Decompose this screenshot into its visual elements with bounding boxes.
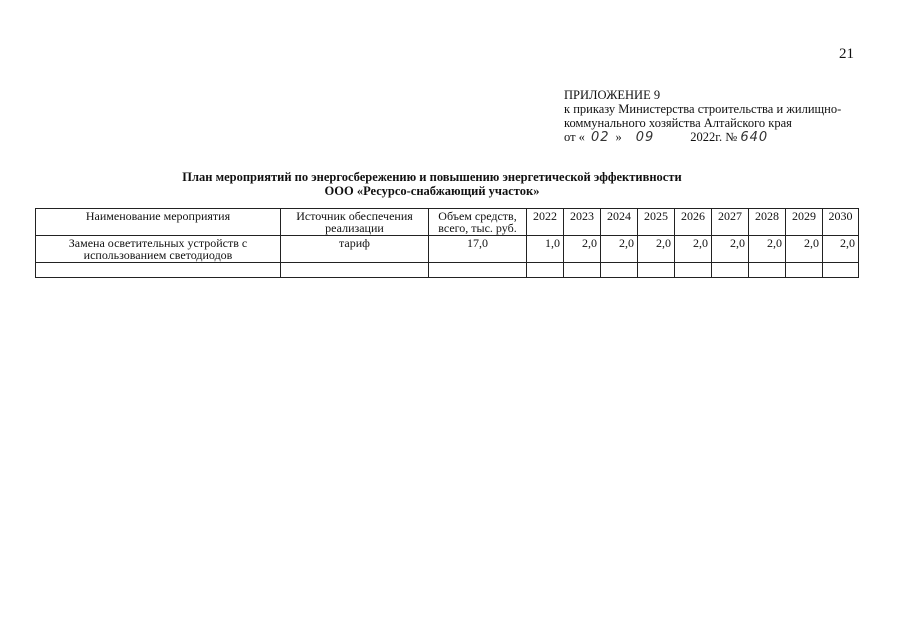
handwritten-month: 09 <box>635 130 655 145</box>
header-year: 2029 <box>786 209 823 236</box>
plan-title <box>0 170 864 198</box>
header-year: 2024 <box>601 209 638 236</box>
table-header-row <box>36 209 859 236</box>
plan-table <box>35 208 859 278</box>
cell-year-value: 2,0 <box>749 236 786 263</box>
date-year: 2022г. № <box>690 130 738 144</box>
header-year: 2027 <box>712 209 749 236</box>
cell-year-value: 2,0 <box>786 236 823 263</box>
cell-year-value: 2,0 <box>638 236 675 263</box>
header-year: 2025 <box>638 209 675 236</box>
cell-source: тариф <box>281 236 429 263</box>
cell-name: Замена осветительных устройств с использованием светодиодов <box>36 236 281 263</box>
cell-year-value: 1,0 <box>527 236 564 263</box>
cell-year-value: 2,0 <box>601 236 638 263</box>
header-name: Наименование мероприятия <box>36 209 281 236</box>
plan-title-line-1: План мероприятий по энергосбережению и повышению энергетической эффективности <box>182 170 682 184</box>
cell-volume: 17,0 <box>429 236 527 263</box>
header-volume: Объем средств, всего, тыс. руб. <box>429 209 527 236</box>
header-year: 2026 <box>675 209 712 236</box>
table-row <box>36 236 859 263</box>
handwritten-day: 02 <box>590 130 610 145</box>
table-row-empty <box>36 263 859 278</box>
page-number: 21 <box>839 46 854 62</box>
plan-title-line-2: ООО «Ресурсо-снабжающий участок» <box>324 184 540 198</box>
annex-order-line-2: коммунального хозяйства Алтайского края <box>564 116 792 130</box>
cell-year-value: 2,0 <box>564 236 601 263</box>
header-source: Источник обеспечения реализации <box>281 209 429 236</box>
cell-year-value: 2,0 <box>675 236 712 263</box>
handwritten-order-number: 640 <box>740 130 769 145</box>
annex-date-row <box>564 130 841 145</box>
annex-block <box>564 88 841 145</box>
header-year: 2030 <box>823 209 859 236</box>
cell-year-value: 2,0 <box>712 236 749 263</box>
annex-order-line-1: к приказу Министерства строительства и жилищно- <box>564 102 842 116</box>
header-year: 2023 <box>564 209 601 236</box>
annex-title: ПРИЛОЖЕНИЕ 9 <box>564 88 661 102</box>
date-prefix: от « <box>564 130 585 144</box>
date-mid: » <box>615 130 622 144</box>
header-year: 2028 <box>749 209 786 236</box>
cell-year-value: 2,0 <box>823 236 859 263</box>
header-year: 2022 <box>527 209 564 236</box>
